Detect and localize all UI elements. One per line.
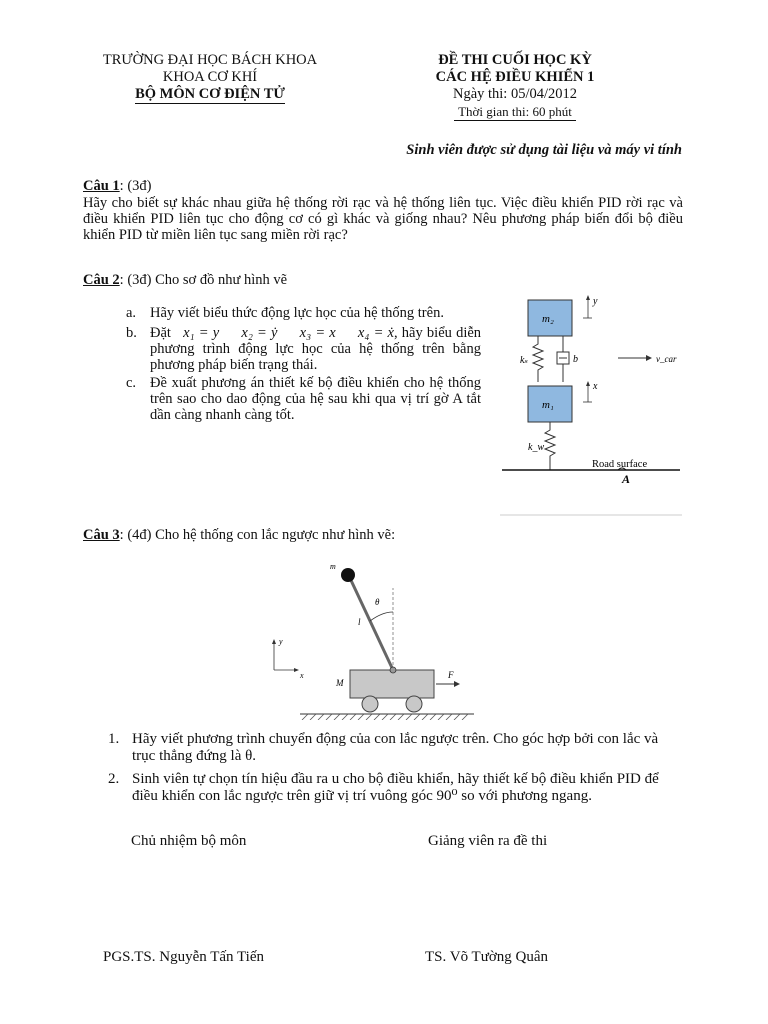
pendulum-mass [341, 568, 355, 582]
spring-ks [533, 336, 543, 382]
list-item: 1. Hãy viết phương trình chuyển động của con lắc ngược trên. Cho góc hợp bởi con lắc và trục thẳng đứng là θ. [108, 731, 659, 764]
inverted-pendulum-figure [262, 560, 478, 720]
question-3-points: : (4đ) Cho hệ thống con lắc ngược như hình vẽ: [119, 527, 396, 543]
department-name: BỘ MÔN CƠ ĐIỆN TỬ [135, 86, 285, 102]
pivot [390, 667, 396, 673]
question-3-items [108, 731, 680, 805]
quarter-car-figure [500, 290, 682, 518]
question-3-label: Câu 3 [83, 527, 120, 543]
question-2-points: : (3đ) Cho sơ đồ như hình vẽ [119, 272, 288, 288]
school-name: TRƯỜNG ĐẠI HỌC BÁCH KHOA [102, 52, 318, 68]
theta-label: θ [375, 597, 380, 607]
x-label: x [593, 381, 598, 392]
exam-duration: Thời gian thi: 60 phút [395, 103, 635, 121]
theta-arc [370, 612, 393, 621]
y-label: y [593, 296, 598, 307]
spring-kw [545, 422, 555, 470]
exam-title: ĐỀ THI CUỐI HỌC KỲ [438, 52, 592, 68]
question-1-label: Câu 1 [83, 178, 120, 194]
school-header [60, 52, 360, 104]
rod-length-label: l [358, 617, 361, 627]
mass-m2-label: m₂ [542, 313, 554, 325]
exam-note: Sinh viên được sử dụng tài liệu và máy vi tính [406, 142, 682, 158]
list-item: a. Hãy viết biểu thức động lực học của hệ thống trên. [126, 305, 444, 321]
mass-m1-label: m₁ [542, 399, 554, 411]
cart-wheel-right [406, 696, 422, 712]
exam-header [395, 52, 635, 121]
list-item: b. Đặt x₁ = y x₂ = ẏ x₃ = x x₄ = ẋ, hãy biểu diễn phương trình động lực học của hệ thống trên bằng phương pháp biến trạng thái. [126, 325, 482, 373]
velocity-label: v_car [656, 354, 677, 364]
bump-a-label: A [622, 472, 631, 486]
pendulum-mass-label: m [330, 562, 336, 571]
cart-wheel-left [362, 696, 378, 712]
course-name: CÁC HỆ ĐIỀU KHIỂN 1 [435, 69, 595, 85]
question-1-points: : (3đ) [119, 178, 152, 194]
signature-left-title: Chủ nhiệm bộ môn [131, 833, 247, 849]
signature-right-title: Giảng viên ra đề thi [428, 833, 548, 849]
question-1 [83, 178, 683, 194]
cart-body [350, 670, 434, 698]
pendulum-rod [349, 576, 393, 670]
list-item: c. Đề xuất phương án thiết kế bộ điều khiển cho hệ thống trên sao cho dao động của hệ sau khi qua vị trí gờ A tắt dần càng nhanh càng tốt. [126, 375, 481, 423]
signature-right-name: TS. Võ Tường Quân [425, 949, 549, 965]
question-2-label: Câu 2 [83, 272, 120, 288]
question-2-items [126, 305, 481, 423]
list-item: 2. Sinh viên tự chọn tín hiệu đầu ra u cho bộ điều khiển, hãy thiết kế bộ điều khiển PID để điều khiển con lắc ngược trên giữ vị trí vuông góc 90⁰ so với phương ngang. [108, 771, 659, 804]
force-label: F [448, 670, 454, 680]
question-1-text: Hãy cho biết sự khác nhau giữa hệ thống rời rạc và hệ thống liên tục. Việc điều khiển PID rời rạc và điều khiển PID liên tục cho động cơ có gì khác và giống nhau? Nêu phương pháp biến đổi bộ điều khiển PID từ miền liên tục sang miền rời rạc? [83, 195, 683, 243]
spring-ks-label: kₛ [520, 355, 528, 366]
spring-kw-label: k_w [528, 442, 545, 453]
cart-mass-label: M [336, 678, 344, 688]
road-label: Road surface [592, 459, 648, 470]
question-2 [83, 272, 683, 288]
axis-y-label: y [279, 637, 283, 646]
damper-b-label: b [573, 354, 578, 365]
question-3 [83, 527, 683, 543]
axis-x-label: x [300, 671, 304, 680]
faculty-name: KHOA CƠ KHÍ [162, 69, 258, 85]
ground-hatching [302, 714, 468, 720]
signature-left-name: PGS.TS. Nguyễn Tấn Tiến [103, 949, 265, 965]
exam-date: Ngày thi: 05/04/2012 [452, 86, 578, 102]
